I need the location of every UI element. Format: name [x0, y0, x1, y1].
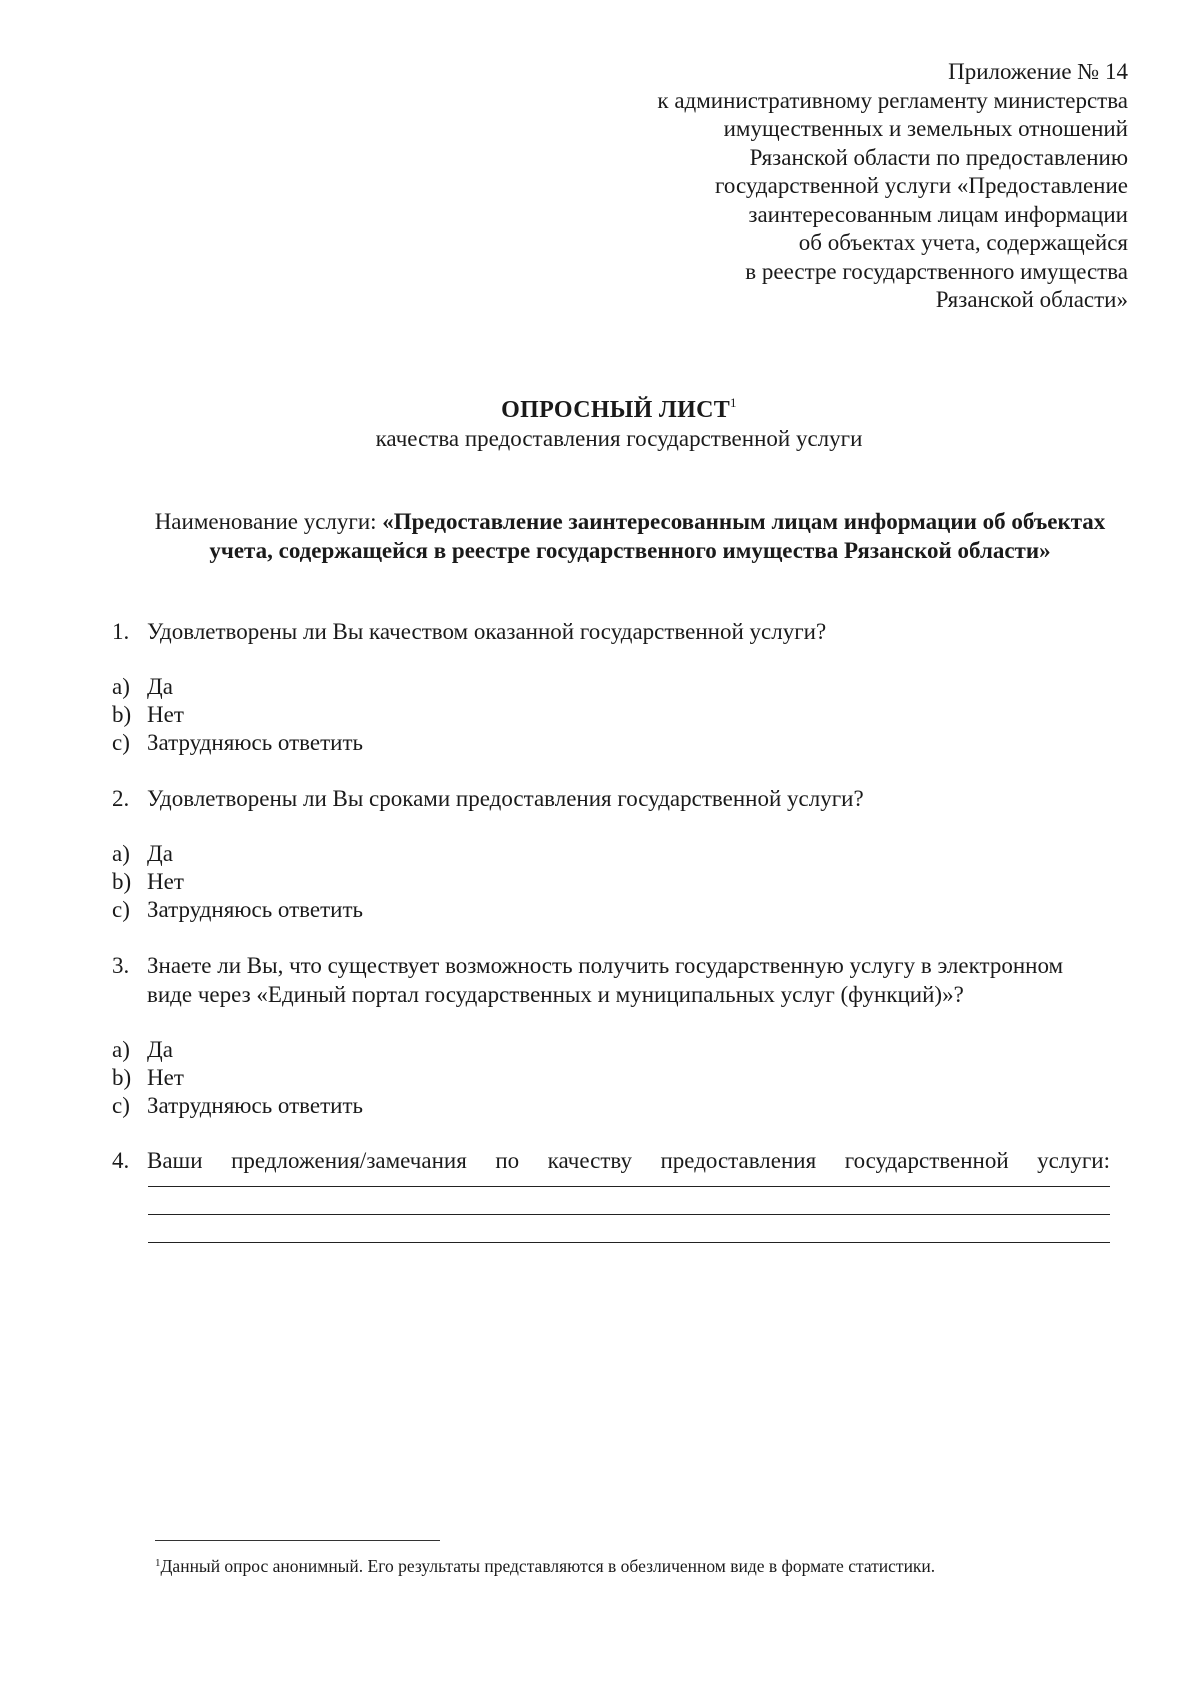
option-label: Да — [147, 674, 173, 699]
option-letter: a) — [112, 674, 130, 699]
question-text: Знаете ли Вы, что существует возможность получить государственную услугу в электронном виде через «Единый портал государственных и муниципальных услуг (функций)»? — [147, 953, 1064, 1007]
option-label: Нет — [147, 1065, 184, 1090]
option-letter: c) — [112, 1093, 130, 1118]
question-2-option-a[interactable] — [112, 840, 173, 869]
question-2-option-c[interactable] — [112, 896, 363, 925]
question-number: 4. — [112, 1148, 130, 1173]
option-letter: c) — [112, 730, 130, 755]
question-3-option-c[interactable] — [112, 1092, 363, 1121]
question-1-option-b[interactable] — [112, 701, 184, 730]
appendix-line: Рязанской области» — [935, 287, 1128, 312]
option-letter: a) — [112, 841, 130, 866]
question-word: по — [495, 1148, 520, 1173]
appendix-line: Приложение № 14 — [948, 59, 1128, 84]
option-letter: b) — [112, 702, 132, 727]
option-label: Затрудняюсь ответить — [147, 1093, 364, 1118]
footnote-separator — [155, 1540, 440, 1541]
appendix-line: об объектах учета, содержащейся — [798, 230, 1128, 255]
option-label: Нет — [147, 869, 184, 894]
question-number: 2. — [112, 786, 130, 811]
question-word: предоставления — [660, 1148, 817, 1173]
question-1-option-a[interactable] — [112, 673, 173, 702]
option-letter: a) — [112, 1037, 130, 1062]
option-label: Затрудняюсь ответить — [147, 897, 364, 922]
service-label: Наименование услуги: — [154, 509, 383, 534]
title-footnote-mark: 1 — [730, 395, 737, 410]
question-2 — [112, 785, 1110, 814]
question-word: качеству — [547, 1148, 632, 1173]
question-4 — [112, 1147, 1110, 1176]
title-text: ОПРОСНЫЙ ЛИСТ — [501, 397, 731, 423]
answer-line-1[interactable] — [148, 1186, 1110, 1187]
option-label: Затрудняюсь ответить — [147, 730, 364, 755]
footnote — [155, 1555, 935, 1577]
question-number: 3. — [112, 953, 130, 978]
option-letter: c) — [112, 897, 130, 922]
question-number: 1. — [112, 619, 130, 644]
question-1-option-c[interactable] — [112, 729, 363, 758]
document-title — [38, 395, 1200, 425]
appendix-line: заинтересованным лицам информации — [748, 201, 1128, 227]
appendix-header — [657, 58, 1128, 315]
option-label: Нет — [147, 702, 184, 727]
footnote-mark: 1 — [155, 1557, 161, 1569]
appendix-line: государственной услуги «Предоставление — [715, 173, 1128, 198]
title-block — [0, 395, 1200, 453]
question-1 — [112, 618, 1110, 647]
question-word: Ваши — [147, 1148, 203, 1173]
question-word: услуги: — [1037, 1148, 1110, 1173]
question-3-option-b[interactable] — [112, 1064, 184, 1093]
option-letter: b) — [112, 869, 132, 894]
appendix-line: имущественных и земельных отношений — [723, 116, 1128, 141]
service-name: «Предоставление заинтересованным лицам информации об объектах учета, содержащейся в реестре государственного имущества Рязанской области» — [209, 509, 1106, 563]
answer-line-3[interactable] — [148, 1242, 1110, 1243]
answer-line-2[interactable] — [148, 1214, 1110, 1215]
footnote-text: Данный опрос анонимный. Его результаты представляются в обезличенном виде в формате статистики. — [160, 1556, 936, 1576]
appendix-line: Рязанской области по предоставлению — [749, 144, 1128, 170]
question-text — [147, 1147, 1110, 1176]
appendix-line: к административному регламенту министерства — [657, 87, 1128, 113]
question-text: Удовлетворены ли Вы качеством оказанной государственной услуги? — [147, 619, 827, 644]
document-subtitle: качества предоставления государственной услуги — [375, 426, 863, 451]
question-2-option-b[interactable] — [112, 868, 184, 897]
option-letter: b) — [112, 1065, 132, 1090]
question-word: государственной — [844, 1148, 1009, 1173]
question-word: предложения/замечания — [231, 1148, 467, 1173]
option-label: Да — [147, 1037, 173, 1062]
question-text: Удовлетворены ли Вы сроками предоставления государственной услуги? — [147, 786, 864, 811]
question-3 — [112, 952, 1110, 1009]
appendix-line: в реестре государственного имущества — [745, 258, 1128, 284]
service-name-block — [150, 507, 1110, 565]
question-3-option-a[interactable] — [112, 1036, 173, 1065]
option-label: Да — [147, 841, 173, 866]
